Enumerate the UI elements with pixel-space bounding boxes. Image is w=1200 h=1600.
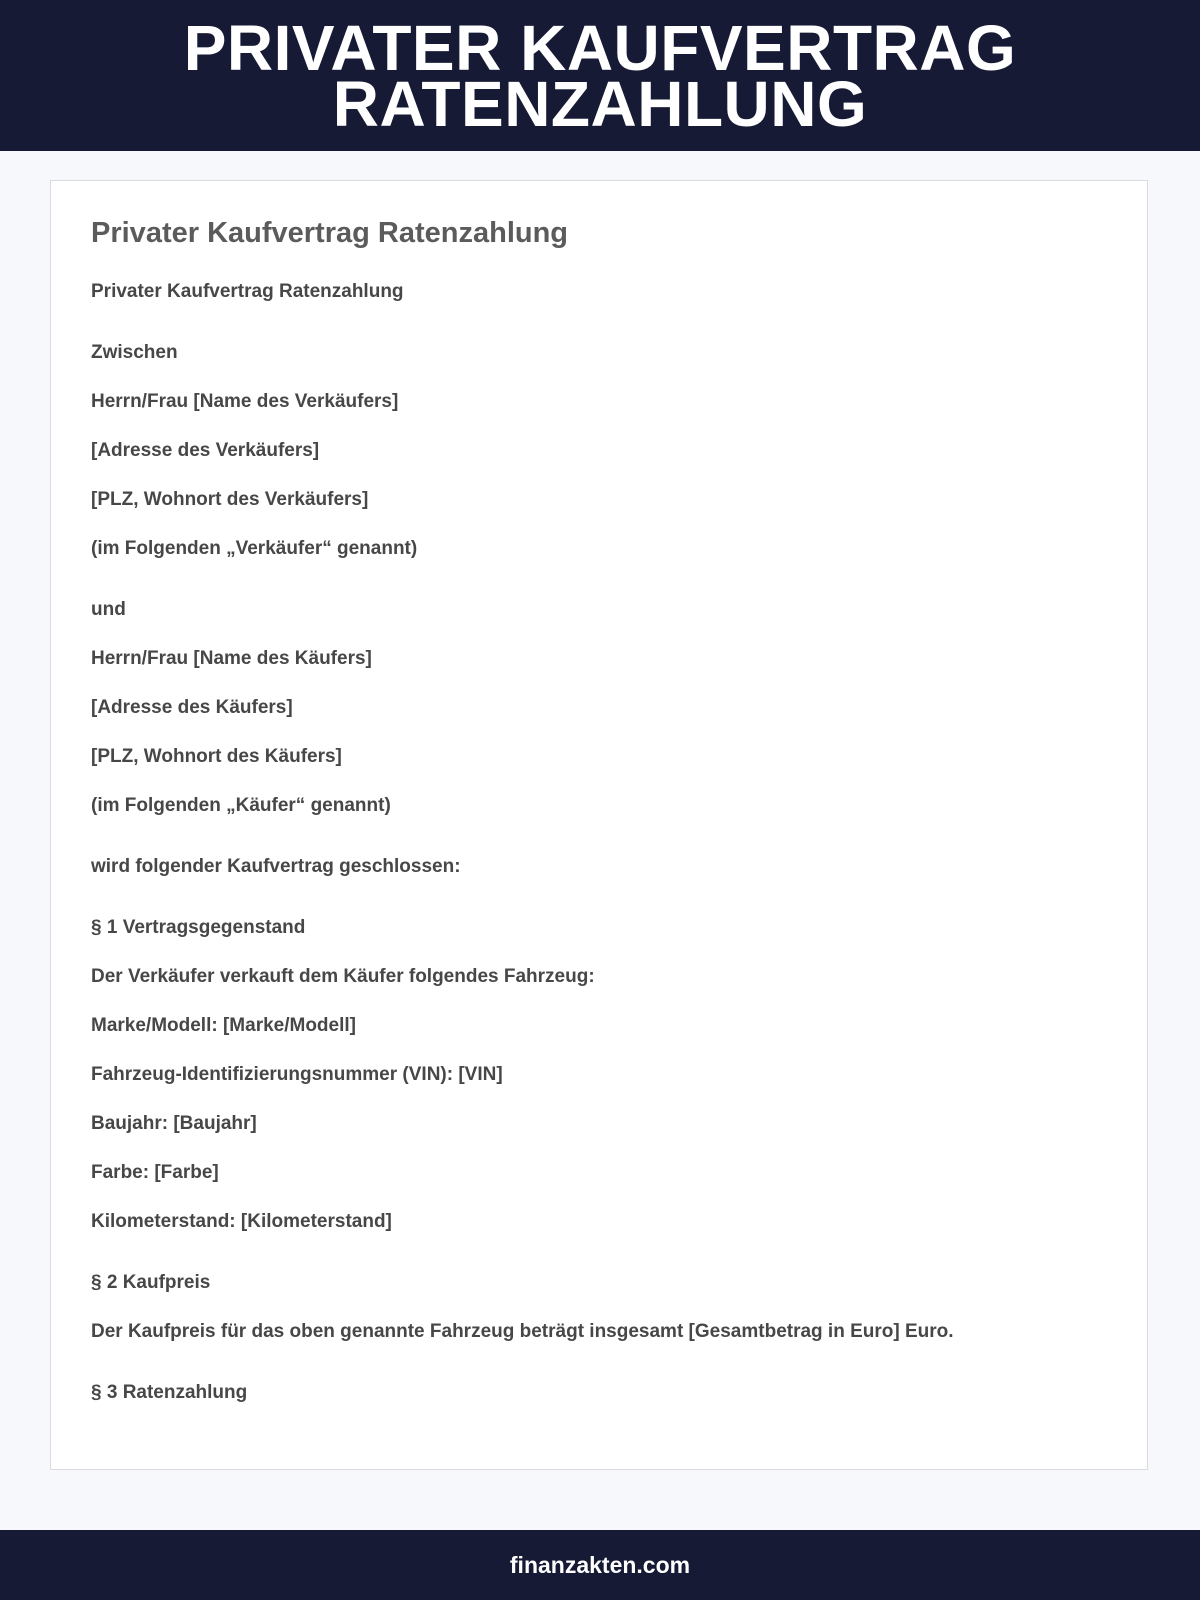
section-1-text: Der Verkäufer verkauft dem Käufer folgendes Fahrzeug: bbox=[91, 966, 595, 987]
footer-site-name: finanzakten.com bbox=[509, 1551, 691, 1578]
seller-designation: (im Folgenden „Verkäufer“ genannt) bbox=[91, 538, 418, 559]
page-title: PRIVATER KAUFVERTRAG RATENZAHLUNG bbox=[183, 11, 1017, 140]
buyer-name: Herrn/Frau [Name des Käufers] bbox=[91, 648, 372, 669]
document-subtitle: Privater Kaufvertrag Ratenzahlung bbox=[91, 281, 404, 302]
text-und: und bbox=[91, 599, 126, 620]
text-zwischen: Zwischen bbox=[91, 342, 178, 363]
seller-address: [Adresse des Verkäufers] bbox=[91, 440, 320, 461]
page-footer bbox=[0, 1530, 1200, 1600]
vehicle-vin: Fahrzeug-Identifizierungsnummer (VIN): [VIN] bbox=[91, 1064, 503, 1085]
document-card bbox=[50, 180, 1148, 1470]
buyer-designation: (im Folgenden „Käufer“ genannt) bbox=[91, 795, 391, 816]
section-3-heading: § 3 Ratenzahlung bbox=[91, 1382, 248, 1403]
vehicle-mileage: Kilometerstand: [Kilometerstand] bbox=[91, 1211, 392, 1232]
section-1-heading: § 1 Vertragsgegenstand bbox=[91, 917, 306, 938]
buyer-address: [Adresse des Käufers] bbox=[91, 697, 293, 718]
document-title: Privater Kaufvertrag Ratenzahlung bbox=[91, 217, 569, 249]
page-header bbox=[0, 0, 1200, 151]
section-2-text: Der Kaufpreis für das oben genannte Fahrzeug beträgt insgesamt [Gesamtbetrag in Euro] Euro. bbox=[91, 1321, 954, 1342]
contract-intro: wird folgender Kaufvertrag geschlossen: bbox=[91, 856, 461, 877]
seller-city: [PLZ, Wohnort des Verkäufers] bbox=[91, 489, 369, 510]
section-2-heading: § 2 Kaufpreis bbox=[91, 1272, 211, 1293]
seller-name: Herrn/Frau [Name des Verkäufers] bbox=[91, 391, 399, 412]
vehicle-color: Farbe: [Farbe] bbox=[91, 1162, 219, 1183]
vehicle-year: Baujahr: [Baujahr] bbox=[91, 1113, 257, 1134]
vehicle-model: Marke/Modell: [Marke/Modell] bbox=[91, 1015, 356, 1036]
buyer-city: [PLZ, Wohnort des Käufers] bbox=[91, 746, 342, 767]
